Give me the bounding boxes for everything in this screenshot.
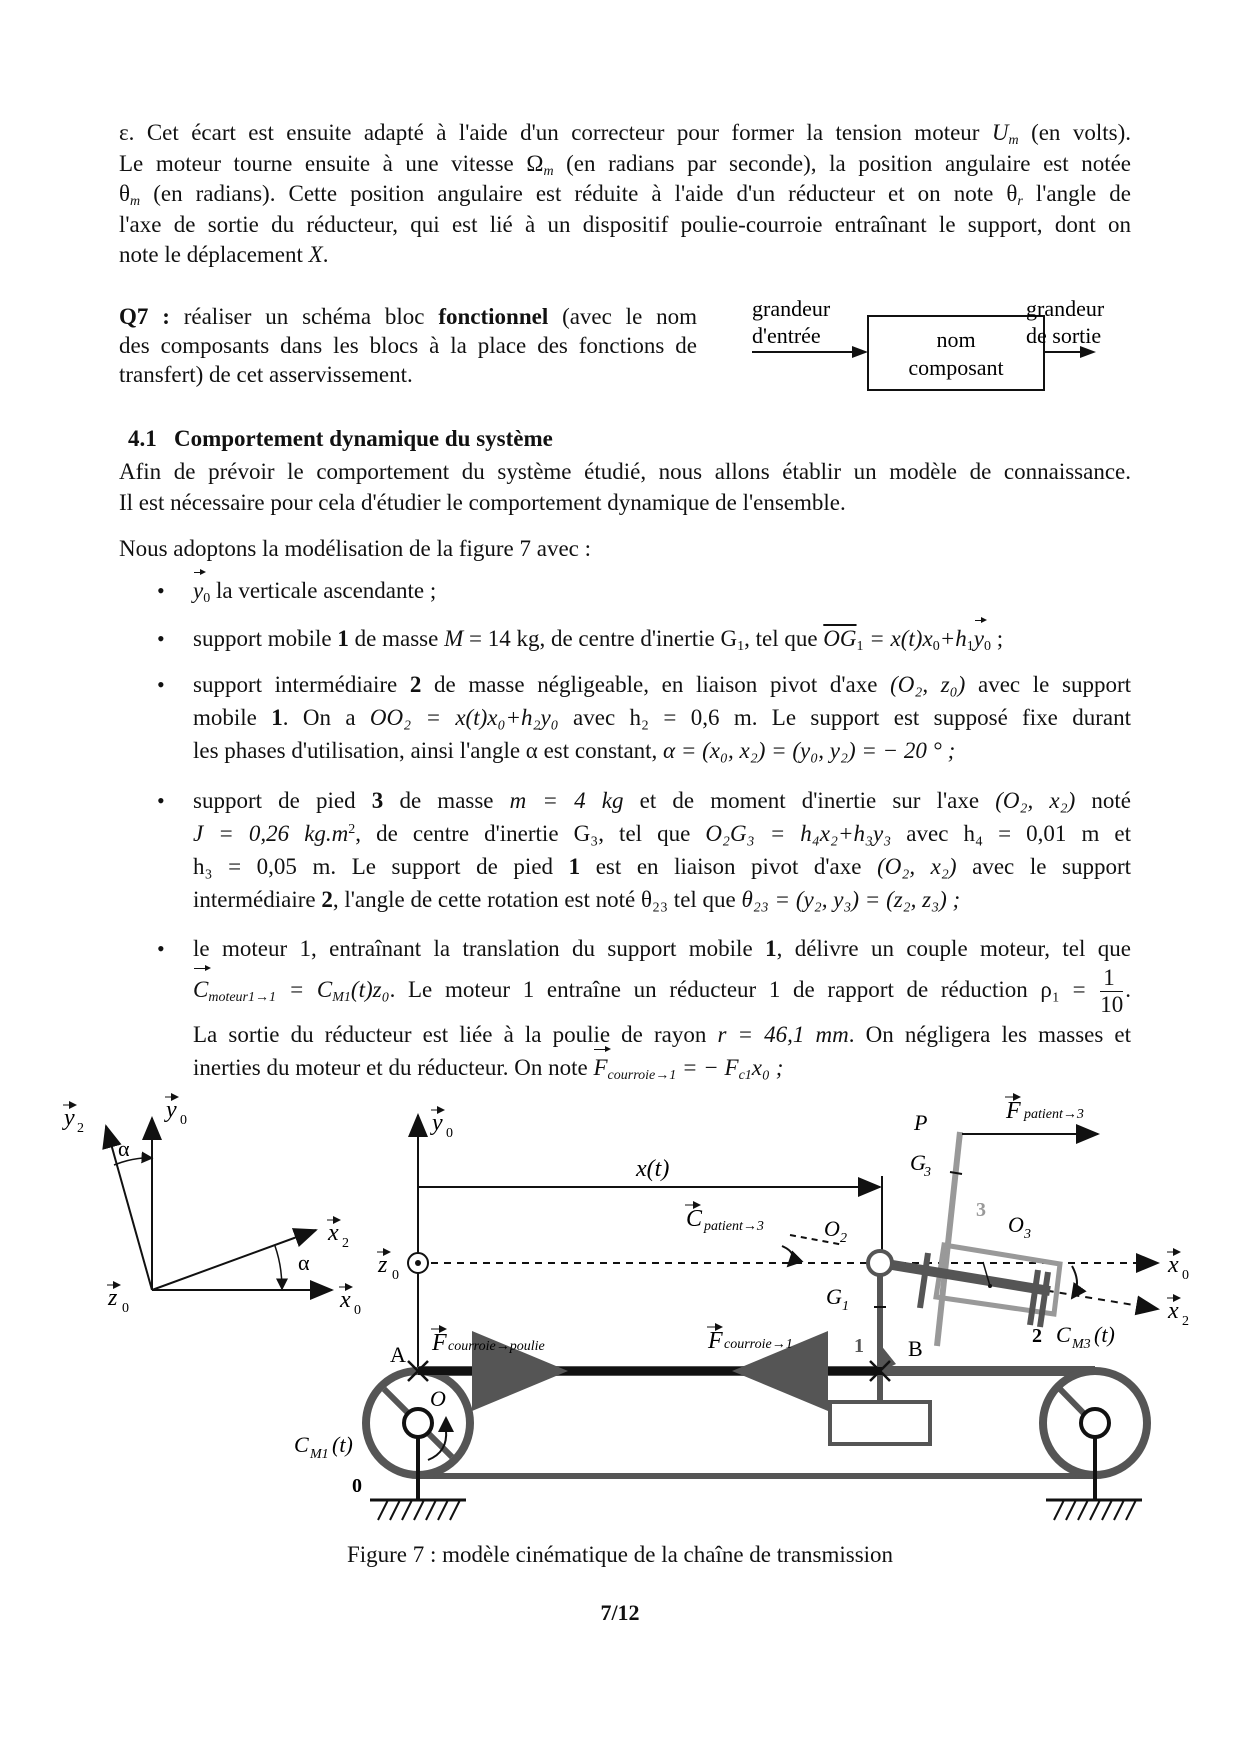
b2-rhs: = x(t)x xyxy=(869,626,933,651)
b5-l4a: inerties du moteur et du réducteur. On note xyxy=(193,1055,588,1080)
intro-line-5: note le déplacement xyxy=(119,242,303,267)
intro-line-2b: (en radians par seconde), la position angulaire est notée xyxy=(566,150,1132,176)
b2-rhs3: y xyxy=(974,622,984,655)
intro-paragraph xyxy=(119,118,1131,271)
b4-l1b: de masse xyxy=(399,788,494,813)
main-z0-sub: 0 xyxy=(392,1268,399,1283)
b5-l3b: . On négligera les masses et xyxy=(848,1022,1132,1047)
y0-label: y xyxy=(166,1097,177,1123)
o2-label: O xyxy=(824,1216,840,1241)
y0-sub: 0 xyxy=(203,591,211,606)
f-courroie-1-sub: courroie→1 xyxy=(724,1337,793,1352)
b3-l1a: support intermédiaire xyxy=(193,672,398,697)
b4-l3c: avec le support xyxy=(972,854,1132,879)
alpha-label-1: α xyxy=(118,1136,130,1161)
b4-l3a: h₃ = 0,05 m. Le support de pied xyxy=(193,854,554,879)
b5-l3-r: r = 46,1 mm xyxy=(717,1022,849,1047)
section-heading xyxy=(128,426,553,452)
b3-l2c: avec h₂ = 0,6 m. Le support est supposé fixe durant xyxy=(573,705,1132,730)
x2-sub: 2 xyxy=(342,1236,349,1251)
b4-l3-axis: (O₂, x₂) xyxy=(877,854,957,879)
b3-l1b: de masse négligeable, en liaison pivot d'axe xyxy=(434,672,878,697)
g3-sub: 3 xyxy=(924,1165,931,1180)
part-1-label: 1 xyxy=(854,1335,864,1357)
um-var: U xyxy=(991,120,1009,145)
b4-l2-eq: O₂G₃ = h₄x₂+h₃y₃ xyxy=(705,821,892,846)
b5-l4-sub2: c1 xyxy=(738,1068,752,1083)
cm3-t: (t) xyxy=(1094,1322,1115,1347)
p-label: P xyxy=(914,1110,928,1135)
cm1-sub: M1 xyxy=(310,1447,329,1462)
b4-l2a: , de centre d'inertie G₃, tel que xyxy=(355,821,691,846)
b2-c: , tel que xyxy=(744,626,818,651)
b2-a: support mobile xyxy=(193,626,332,651)
b3-num2: 1 xyxy=(271,705,283,730)
para-2 xyxy=(119,457,1131,518)
b2-b: de masse xyxy=(354,626,439,651)
figure-caption: Figure 7 : modèle cinématique de la chaîne de transmission xyxy=(346,1542,894,1567)
y2-label: y xyxy=(64,1105,75,1131)
intro-line-3c: l'angle de xyxy=(1035,181,1131,206)
main-x2-label: x xyxy=(1168,1298,1179,1324)
b5-l1b: , délivre un couple moteur, tel que xyxy=(776,936,1132,961)
output-label-1: grandeur xyxy=(1026,296,1105,321)
b5-eq: = C xyxy=(288,976,333,1002)
frac-num: 1 xyxy=(1100,965,1123,992)
q7-label: Q7 : xyxy=(119,304,170,329)
bullet-dot: • xyxy=(157,788,165,813)
b4-l4b: , l'angle de cette rotation est noté θ₂₃ tel que xyxy=(332,887,736,912)
idler-pivot xyxy=(1081,1409,1109,1437)
intro-line-5-end: . xyxy=(322,242,329,267)
bullet-support-mobile: support mobile 1 de masse M = 14 kg, de centre d'inertie $G_1$, tel que $\overline{OG}_1 = x(t)x_0+h_1y_0$ ; xyxy=(193,622,1131,655)
input-label-2: d'entrée xyxy=(752,323,821,348)
section-title: Comportement dynamique du système xyxy=(174,426,553,451)
b5-l4-eq: = − F xyxy=(681,1055,739,1080)
x0-label: x xyxy=(340,1287,351,1313)
shaft-2 xyxy=(880,1263,1050,1291)
part-2-label: 2 xyxy=(1032,1325,1042,1347)
o2-sub: 2 xyxy=(840,1231,847,1246)
o3-label: O xyxy=(1008,1212,1024,1237)
q7-line-3: transfert) de cet asservissement. xyxy=(119,362,413,387)
um-sub: m xyxy=(1008,133,1019,148)
mechanism xyxy=(294,1097,1189,1520)
bullet-dot: • xyxy=(157,672,165,697)
para-2-line-1: Afin de prévoir le comportement du système étudié, nous allons établir un modèle de connaissance. xyxy=(119,459,1131,484)
b4-l4-eq: θ₂₃ = (y₂, y₃) = (z₂, z₃) ; xyxy=(741,887,961,912)
part-3-label: 3 xyxy=(976,1199,986,1221)
support-3-leg xyxy=(937,1132,960,1346)
theta-r-sub: r xyxy=(1017,194,1023,209)
main-y0-sub: 0 xyxy=(446,1126,453,1141)
b3-l1c: avec le support xyxy=(977,672,1131,697)
main-x0-sub: 0 xyxy=(1182,1268,1189,1283)
g1-sub: 1 xyxy=(842,1299,849,1314)
b4-l2-sup: 2 xyxy=(348,822,356,837)
b3-l3a: les phases d'utilisation, ainsi l'angle α est constant, xyxy=(193,738,658,763)
omega-sub: m xyxy=(543,163,554,179)
b4-l2-j: J = 0,26 kg.m xyxy=(193,821,349,846)
b2-rhs2: +h xyxy=(939,626,967,651)
b3-l2a: mobile xyxy=(193,705,257,730)
main-x2-sub: 2 xyxy=(1182,1314,1189,1329)
o3-sub: 3 xyxy=(1024,1227,1031,1242)
b5-c-sub: moteur1→1 xyxy=(208,989,277,1005)
o-pivot xyxy=(404,1409,432,1437)
b5-c-vec: C xyxy=(193,970,208,1010)
frac-den: 10 xyxy=(1100,992,1124,1017)
b2-end: ; xyxy=(996,626,1004,651)
cm1-t: (t) xyxy=(332,1432,353,1457)
b4-l1c: et de moment d'inertie sur l'axe xyxy=(639,788,980,813)
b2-g-sub: 1 xyxy=(737,639,745,654)
b4-l1-axis: (O₂, x₂) xyxy=(995,788,1076,813)
x2-axis xyxy=(152,1230,316,1290)
bullet-dot: • xyxy=(157,626,165,651)
bullet-dot: • xyxy=(157,578,165,603)
q7-paragraph xyxy=(119,302,697,389)
a-label: A xyxy=(390,1342,406,1367)
x2-label: x xyxy=(328,1220,339,1246)
f-courroie-poulie-sub: courroie→poulie xyxy=(448,1339,545,1354)
para-3 xyxy=(119,534,1131,565)
b3-axis: (O₂, z₀) xyxy=(890,672,966,697)
box-label-1: nom xyxy=(936,327,976,352)
c-patient-label: C xyxy=(686,1206,703,1232)
intro-line-4: l'axe de sortie du réducteur, qui est lié à un dispositif poulie-courroie entraînant le support, dont on xyxy=(119,211,1131,237)
box-label-2: composant xyxy=(908,355,1004,380)
theta-m-sub: m xyxy=(130,194,141,209)
bullet-y0 xyxy=(193,574,1131,607)
q7-line-1a: réaliser un schéma bloc xyxy=(183,304,425,329)
b2-og-vec: $\overline{OG}$ xyxy=(823,626,857,651)
b2-num: 1 xyxy=(337,626,349,651)
main-x0-label: x xyxy=(1168,1252,1179,1278)
b3-l2b: . On a xyxy=(282,705,356,730)
x-var: X xyxy=(308,242,323,267)
angle-diagram xyxy=(62,1097,361,1318)
b5-eq-sub: M1 xyxy=(332,989,351,1005)
b5-f-vec: F xyxy=(593,1051,607,1084)
intro-line-3b: (en radians). Cette position angulaire est réduite à l'aide d'un réducteur et on note θ xyxy=(153,181,1018,206)
q7-line-1b: (avec le nom xyxy=(562,304,698,329)
input-arrowhead xyxy=(852,346,868,358)
intro-line-1-end: (en volts). xyxy=(1031,120,1131,145)
cm3-arrow xyxy=(1072,1266,1077,1298)
y0-vec: y xyxy=(193,574,203,607)
b-label: B xyxy=(908,1336,923,1361)
x0-sub: 0 xyxy=(354,1303,361,1318)
page-number: 7/12 xyxy=(600,1600,640,1625)
b4-l1d: noté xyxy=(1091,788,1132,813)
b5-l3a: La sortie du réducteur est liée à la poulie de rayon xyxy=(193,1022,707,1047)
o-label: O xyxy=(430,1386,446,1411)
q7-bold: fonctionnel xyxy=(438,304,549,329)
f-courroie-poulie-label: F xyxy=(432,1330,447,1356)
part-0-label: 0 xyxy=(352,1475,362,1497)
b5-l2-end: . xyxy=(1125,976,1132,1002)
theta-m: θ xyxy=(119,181,131,206)
b4-l3b: est en liaison pivot d'axe xyxy=(595,854,862,879)
z0-label: z xyxy=(108,1285,118,1311)
z0-sub: 0 xyxy=(122,1301,129,1316)
b5-eq2: (t)z₀ xyxy=(350,976,390,1002)
g3-label: G xyxy=(910,1150,926,1175)
b5-num: 1 xyxy=(765,936,777,961)
g1-label: G xyxy=(826,1284,842,1309)
bullet-support-pied xyxy=(193,784,1131,916)
o2-pivot xyxy=(868,1251,892,1275)
b5-l1a: le moteur 1, entraînant la translation du support mobile xyxy=(193,936,753,961)
block-diagram xyxy=(740,290,1140,410)
cm1-label: C xyxy=(294,1432,309,1457)
alpha-arc-2 xyxy=(275,1246,282,1289)
b4-num2: 1 xyxy=(568,854,581,879)
bullet-dot: • xyxy=(157,936,165,961)
figure-7 xyxy=(0,1090,1240,1540)
alpha-label-2: α xyxy=(298,1250,310,1275)
b4-l1a: support de pied xyxy=(193,788,356,813)
y0-sub: 0 xyxy=(180,1113,187,1128)
b4-num: 3 xyxy=(371,788,384,813)
b4-l4a: intermédiaire xyxy=(193,887,316,912)
b4-l1-m: m = 4 kg xyxy=(509,788,624,813)
slider-block xyxy=(830,1402,930,1444)
b4-num3: 2 xyxy=(321,887,333,912)
main-z0-label: z xyxy=(378,1252,388,1278)
intro-line-1: ε. Cet écart est ensuite adapté à l'aide d'un correcteur pour former la tension moteur xyxy=(119,120,980,145)
b5-l4-eq2: x₀ ; xyxy=(751,1055,784,1080)
input-label-1: grandeur xyxy=(752,296,831,321)
b1-text: la verticale ascendante ; xyxy=(215,578,437,603)
b3-num: 2 xyxy=(409,672,422,697)
cm3-sub: M3 xyxy=(1072,1337,1091,1352)
main-y0-label: y xyxy=(432,1110,443,1136)
q7-line-2: des composants dans les blocs à la place des fonctions de xyxy=(119,333,697,358)
c-patient-sub: patient→3 xyxy=(704,1219,764,1234)
output-label-2: de sortie xyxy=(1026,323,1102,348)
bullet-support-intermediaire xyxy=(193,668,1131,767)
f-courroie-1-label: F xyxy=(708,1328,723,1354)
b2-og-sub: 1 xyxy=(856,639,864,654)
rho-fraction xyxy=(1100,965,1123,1018)
bullet-moteur xyxy=(193,932,1131,1084)
f-patient-sub: patient→3 xyxy=(1024,1107,1084,1122)
intro-line-2a: Le moteur tourne ensuite à une vitesse Ω xyxy=(119,150,544,176)
para-2-line-2: Il est nécessaire pour cela d'étudier le comportement dynamique de l'ensemble. xyxy=(119,489,846,515)
b3-l3-eq: α = (x₀, x₂) = (y₀, y₂) = − 20 ° ; xyxy=(663,738,956,763)
b4-l2b: avec h₄ = 0,01 m et xyxy=(906,821,1132,846)
b2-mass-var: M xyxy=(444,626,464,651)
b5-f-sub: courroie→1 xyxy=(607,1068,677,1083)
y2-sub: 2 xyxy=(77,1121,84,1136)
b5-l2a: . Le moteur 1 entraîne un réducteur 1 de rapport de réduction ρ₁ = xyxy=(389,976,1086,1002)
f-patient-label: F xyxy=(1006,1098,1021,1124)
section-number: 4.1 xyxy=(128,426,157,451)
para-3-text: Nous adoptons la modélisation de la figure 7 avec : xyxy=(119,536,592,561)
b2-mass-val: = 14 kg, de centre d'inertie G xyxy=(468,626,738,651)
b3-l2-eq: OO₂ = x(t)x₀+h₂y₀ xyxy=(369,705,559,730)
cm3-label: C xyxy=(1056,1322,1071,1347)
xt-label: x(t) xyxy=(636,1156,670,1182)
